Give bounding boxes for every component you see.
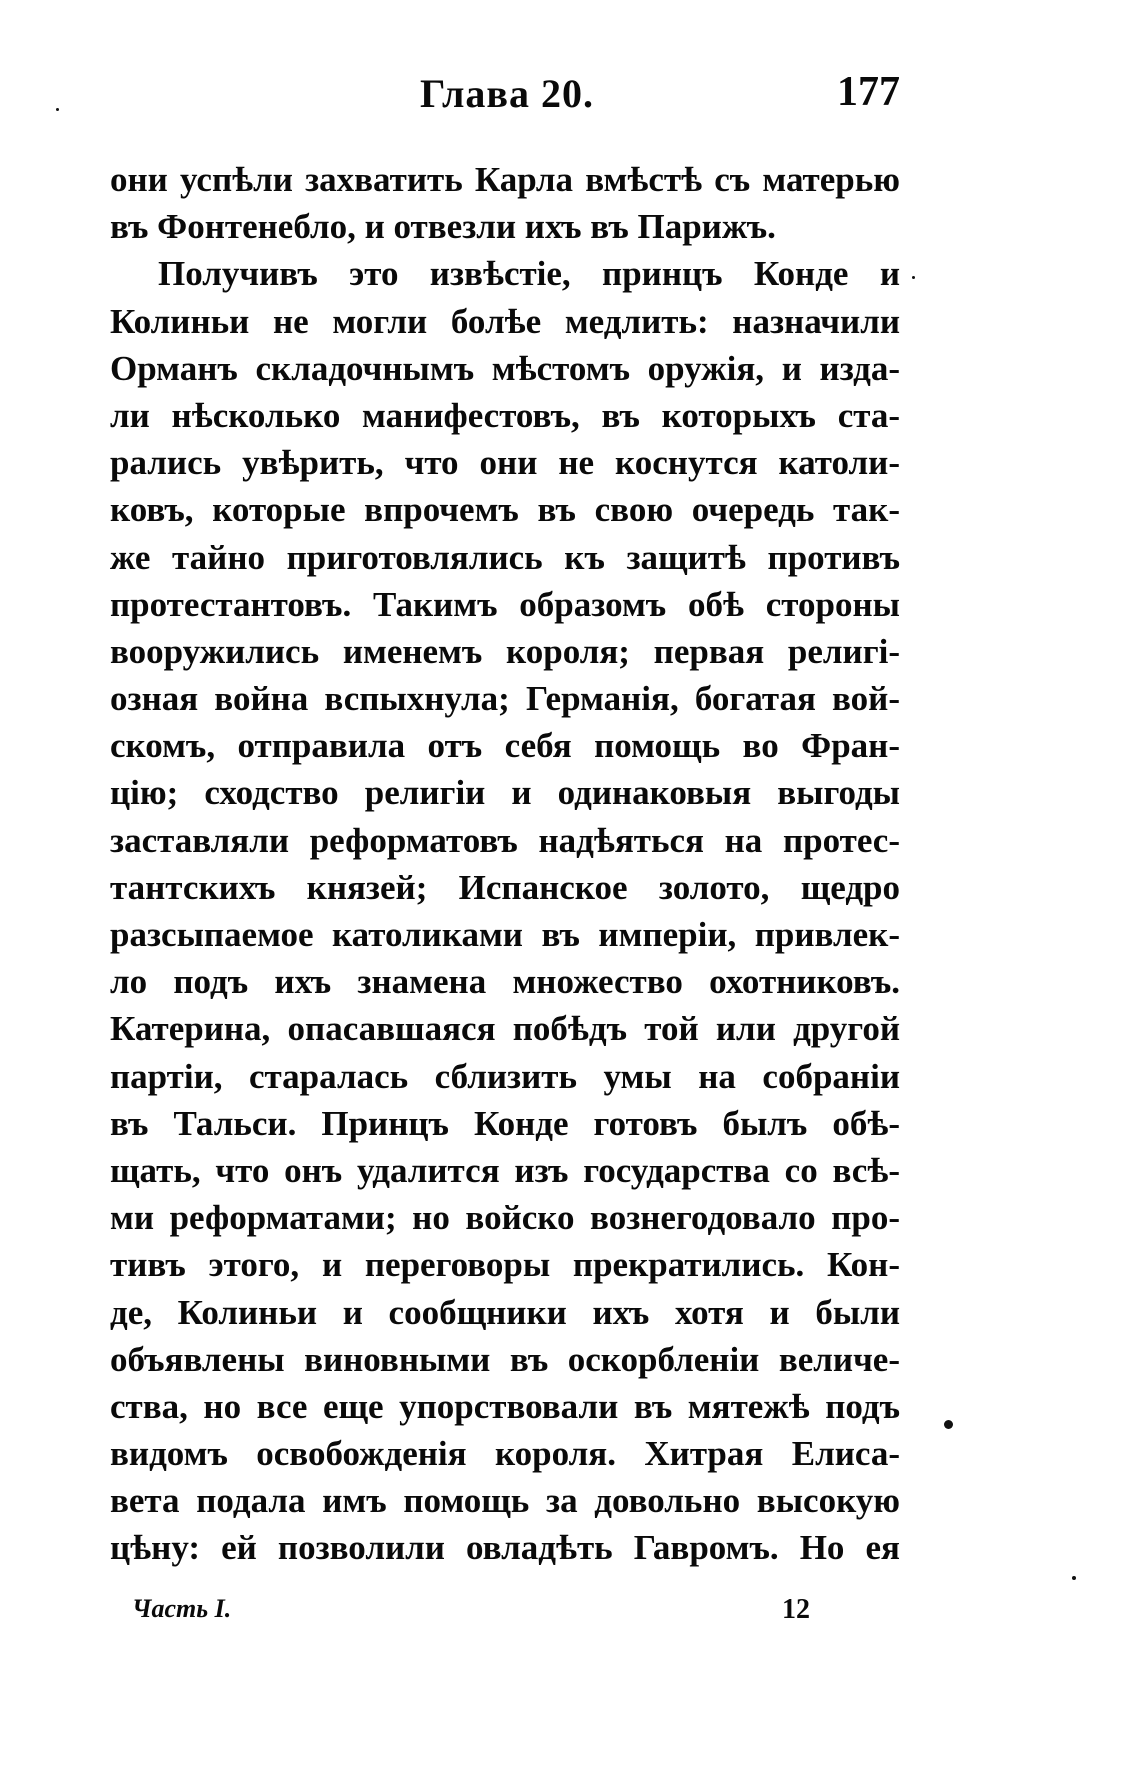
scan-speck [56,108,59,111]
text-line: въ Тальси. Принцъ Конде готовъ былъ обѣ- [110,1103,900,1143]
body-text [110,156,900,1572]
page-number: 177 [837,69,900,115]
text-line: цѣну: ей позволили овладѣть Гавромъ. Но ея [110,1528,900,1568]
text-line: скомъ, отправила отъ себя помощь во Фран- [110,726,900,766]
page-footer [132,1594,852,1634]
text-line: объявлены виновными въ оскорбленіи величе- [110,1339,900,1379]
text-line: озная война вспыхнула; Германія, богатая вой- [110,679,900,719]
scan-speck [1072,1576,1076,1580]
text-line: де, Колиньи и сообщники ихъ хотя и были [110,1292,900,1332]
text-line: въ Фонтенебло, и отвезли ихъ въ Парижъ. [110,207,776,247]
text-line: разсыпаемое католиками въ имперіи, привлек- [110,915,900,954]
text-line: ковъ, которые впрочемъ въ свою очередь так- [110,490,900,530]
text-line: партіи, старалась сблизить умы на собраніи [110,1056,900,1096]
text-line: ли нѣсколько манифестовъ, въ которыхъ ста- [110,395,900,435]
text-line: Колиньи не могли болѣе медлить: назначили [110,301,900,341]
text-line: заставляли реформатовъ надѣяться на протес- [110,820,900,860]
sheet-number: 12 [782,1594,810,1625]
text-line: щать, что онъ удалится изъ государства со всѣ- [110,1150,900,1190]
text-line: ло подъ ихъ знамена множество охотниковъ. [110,962,900,1002]
text-line: вооружились именемъ короля; первая религі- [110,631,900,671]
scan-speck [944,1420,953,1429]
text-line: Орманъ складочнымъ мѣстомъ оружія, и изда- [110,348,900,388]
text-line: ства, но все еще упорствовали въ мятежѣ подъ [110,1386,900,1426]
text-line: ми реформатами; но войско вознегодовало про- [110,1198,900,1238]
chapter-title: Глава 20. [420,71,594,116]
text-line: тантскихъ князей; Испанское золото, щедро [110,867,900,907]
text-line: тивъ этого, и переговоры прекратились. Кон- [110,1245,900,1285]
text-line: они успѣли захватить Карла вмѣстѣ съ матерью [110,160,900,199]
text-line: видомъ освобожденія короля. Хитрая Елиса- [110,1434,900,1474]
text-line: рались увѣрить, что они не коснутся католи- [110,443,900,483]
text-line: протестантовъ. Такимъ образомъ обѣ стороны [110,584,900,624]
scan-speck [912,276,915,279]
text-line: Катерина, опасавшаяся побѣдъ той или другой [110,1009,900,1049]
running-head [110,62,910,122]
text-line: вета подала имъ помощь за довольно высокую [110,1481,900,1521]
text-line: же тайно приготовлялись къ защитѣ противъ [110,537,900,577]
signature-mark: Часть I. [132,1594,232,1623]
text-line: Получивъ это извѣстіе, принцъ Конде и [158,254,900,294]
text-line: цію; сходство религіи и одинаковыя выгоды [110,773,900,813]
